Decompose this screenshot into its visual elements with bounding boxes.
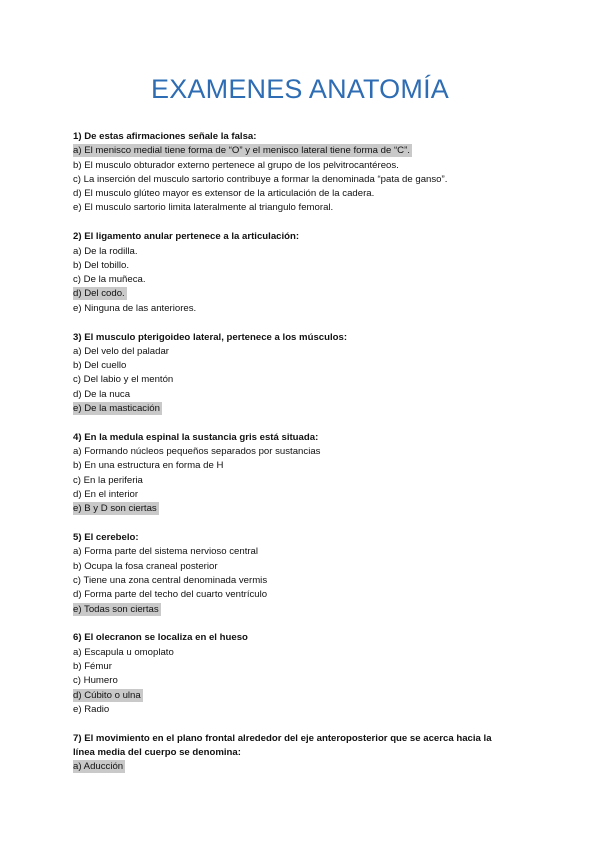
question-prompt	[73, 331, 533, 345]
answer-option-b	[73, 159, 533, 173]
question-list	[73, 130, 533, 789]
question-text: De estas afirmaciones señale la falsa:	[84, 131, 257, 142]
answer-text: e) Todas son ciertas	[73, 603, 159, 615]
question-text: El cerebelo:	[84, 532, 139, 544]
answer-option-a	[73, 445, 533, 459]
question-prompt	[73, 230, 533, 244]
answer-option-e	[73, 502, 533, 516]
answer-text: b) Del cuello	[73, 360, 127, 372]
answer-text: b) En una estructura en forma de H	[73, 460, 224, 472]
answer-text: c) Humero	[73, 675, 118, 687]
answer-option-a	[73, 345, 533, 359]
question-4	[73, 431, 533, 517]
answer-text: c) En la periferia	[73, 474, 143, 486]
answer-option-c	[73, 273, 533, 287]
answer-option-e	[73, 603, 533, 617]
answer-text: b) Del tobillo.	[73, 259, 129, 271]
answer-text: e) El musculo sartorio limita lateralmente al triangulo femoral.	[73, 202, 334, 214]
answer-text: a) Del velo del paladar	[73, 345, 169, 357]
answer-text: b) Fémur	[73, 661, 112, 672]
answer-option-e	[73, 302, 533, 316]
answer-option-a	[73, 545, 533, 559]
question-number: 4)	[73, 431, 82, 443]
answer-text: a) Formando núcleos pequeños separados por sustancias	[73, 446, 321, 458]
answer-text: d) Forma parte del techo del cuarto ventrículo	[73, 589, 268, 601]
answer-text: d) De la nuca	[73, 388, 131, 400]
question-text: El olecranon se localiza en el hueso	[84, 632, 248, 644]
question-prompt	[73, 531, 533, 545]
answer-option-a	[73, 245, 533, 259]
question-number: 5)	[73, 532, 82, 544]
answer-text: c) Del labio y el mentón	[73, 374, 174, 386]
question-text: El movimiento en el plano frontal alrededor del eje anteroposterior que se acerca hacia la	[84, 732, 492, 744]
answer-text: a) Forma parte del sistema nervioso central	[73, 546, 259, 558]
answer-option-c	[73, 574, 533, 588]
answer-option-d	[73, 588, 533, 602]
question-6	[73, 631, 533, 717]
question-3	[73, 331, 533, 417]
question-5	[73, 531, 533, 617]
answer-option-d	[73, 187, 533, 201]
question-number: 2)	[73, 231, 82, 243]
answer-text: a) El menisco medial tiene forma de “O” y el menisco lateral tiene forma de “C”.	[73, 145, 410, 157]
answer-option-b	[73, 259, 533, 273]
answer-text: e) B y D son ciertas	[73, 503, 157, 515]
answer-option-c	[73, 373, 533, 387]
answer-text: d) El musculo glúteo mayor es extensor de la articulación de la cadera.	[73, 188, 375, 200]
answer-option-b	[73, 560, 533, 574]
question-text: En la medula espinal la sustancia gris está situada:	[84, 431, 319, 443]
answer-text: e) De la masticación	[73, 403, 160, 415]
question-text: El ligamento anular pertenece a la articulación:	[84, 231, 300, 243]
answer-text: c) La inserción del musculo sartorio contribuye a formar la denominada “pata de ganso”.	[73, 173, 448, 185]
question-number: 1)	[73, 131, 82, 142]
answer-option-a	[73, 646, 533, 660]
answer-option-c	[73, 173, 533, 187]
answer-option-e	[73, 402, 533, 416]
answer-text: a) De la rodilla.	[73, 245, 138, 257]
question-number: 6)	[73, 632, 82, 644]
answer-text: c) De la muñeca.	[73, 274, 146, 286]
answer-text: b) Ocupa la fosa craneal posterior	[73, 560, 218, 572]
answer-text: c) Tiene una zona central denominada vermis	[73, 575, 268, 587]
answer-text: d) En el interior	[73, 489, 139, 501]
answer-option-b	[73, 359, 533, 373]
document-title: EXAMENES ANATOMÍA	[151, 74, 449, 104]
answer-text: b) El musculo obturador externo pertenece al grupo de los pelvitrocantéreos.	[73, 159, 399, 171]
question-1	[73, 130, 533, 216]
question-prompt	[73, 130, 533, 144]
answer-text: e) Radio	[73, 703, 110, 715]
answer-option-e	[73, 703, 533, 717]
question-text-continued: línea media del cuerpo se denomina:	[73, 746, 241, 758]
answer-option-b	[73, 459, 533, 473]
answer-option-a	[73, 144, 533, 158]
question-number: 7)	[73, 732, 82, 744]
answer-text: a) Escapula u omoplato	[73, 646, 174, 658]
answer-option-d	[73, 488, 533, 502]
question-7	[73, 732, 533, 775]
answer-text: a) Aducción	[73, 761, 124, 773]
answer-option-c	[73, 474, 533, 488]
answer-option-d	[73, 388, 533, 402]
question-prompt	[73, 431, 533, 445]
answer-option-d	[73, 689, 533, 703]
answer-option-c	[73, 674, 533, 688]
answer-text: d) Del codo.	[73, 288, 125, 300]
question-text: El musculo pterigoideo lateral, pertenece a los músculos:	[84, 331, 348, 343]
answer-text: d) Cúbito o ulna	[73, 689, 141, 701]
question-prompt	[73, 732, 533, 746]
answer-option-a	[73, 760, 533, 774]
question-2	[73, 230, 533, 316]
answer-text: e) Ninguna de las anteriores.	[73, 302, 197, 314]
answer-option-b	[73, 660, 533, 674]
question-prompt	[73, 631, 533, 645]
question-number: 3)	[73, 331, 82, 343]
answer-option-e	[73, 201, 533, 215]
answer-option-d	[73, 287, 533, 301]
